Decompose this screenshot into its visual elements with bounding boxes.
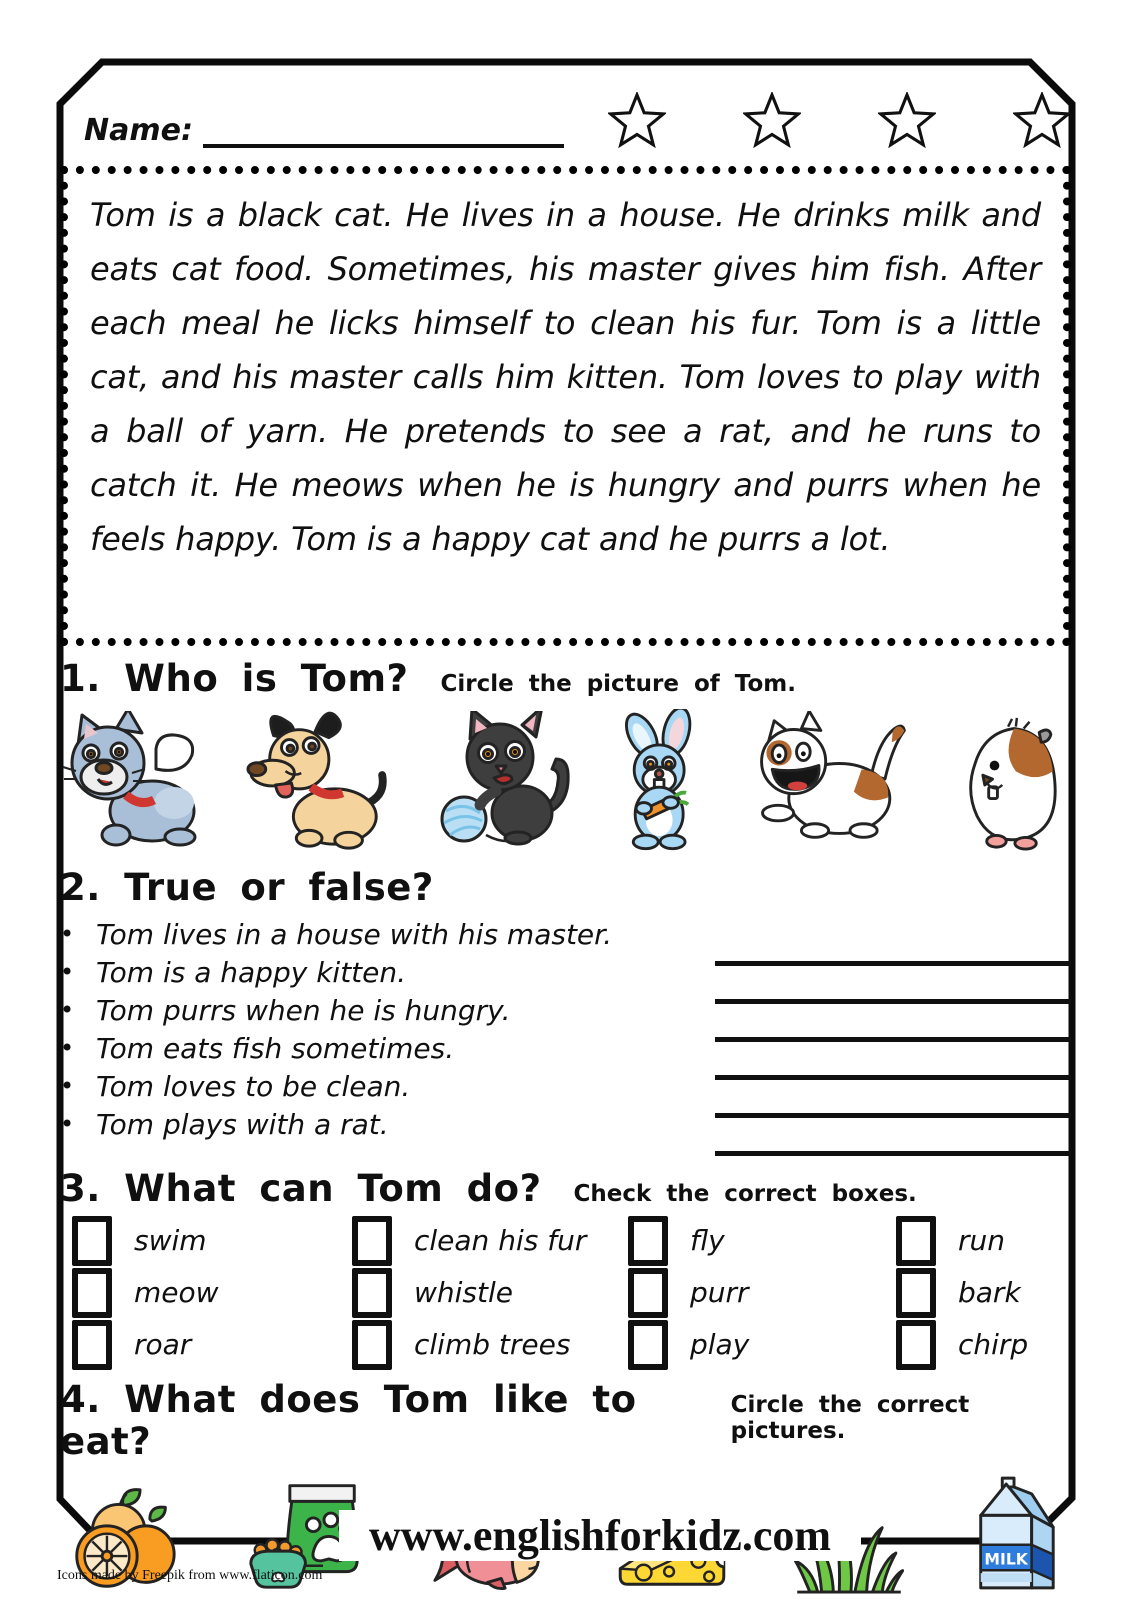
question-4-heading — [60, 1379, 1071, 1464]
checkbox-option — [352, 1271, 628, 1315]
footer-attribution: Icons made by Freepik from www.flaticon.com — [57, 1568, 323, 1583]
checkbox[interactable] — [896, 1320, 936, 1370]
reading-passage-text: Tom is a black cat. He lives in a house. He drinks milk and eats cat food. Sometimes, his master gives him fish. After each meal he licks himself to clean his fur. Tom is a little cat, and his master calls him kitten. Tom loves to play with a ball of yarn. He pretends to see a rat, and he runs to catch it. He meows when he is hungry and purrs when he feels happy. Tom is a happy cat and he purrs a lot. — [90, 196, 1041, 558]
star-icon — [608, 92, 666, 148]
dog-icon — [246, 711, 394, 851]
question-1-pictures — [60, 703, 1071, 855]
picture-option-spotted-cat[interactable] — [747, 711, 917, 855]
checkbox-label: whistle — [414, 1276, 513, 1310]
guinea-pig-icon — [953, 715, 1071, 851]
picture-option-dog[interactable] — [246, 711, 394, 855]
checkbox-option — [352, 1323, 628, 1367]
checkbox-label: run — [958, 1224, 1006, 1258]
answer-line[interactable] — [715, 1042, 1071, 1080]
white-brown-cat-icon — [747, 711, 917, 851]
bullet-icon: • — [60, 1034, 75, 1063]
question-2-title: 2. True or false? — [60, 865, 434, 909]
question-1-title: 1. Who is Tom? — [60, 657, 409, 700]
checkbox-option — [896, 1323, 1071, 1367]
statement-row — [60, 915, 690, 953]
picture-option-black-cat[interactable] — [430, 711, 580, 855]
checkbox-option — [72, 1271, 352, 1315]
statement-text: Tom eats fish sometimes. — [96, 1031, 455, 1065]
checkbox[interactable] — [72, 1268, 112, 1318]
question-1-heading — [60, 658, 1071, 701]
answer-line[interactable] — [715, 1118, 1071, 1156]
question-4-title: 4. What does Tom like to eat? — [60, 1377, 637, 1464]
checkbox-label: clean his fur — [414, 1224, 587, 1258]
star-icon — [1013, 92, 1071, 148]
question-2-body — [60, 915, 1071, 1156]
checkbox[interactable] — [352, 1268, 392, 1318]
picture-option-milk[interactable] — [967, 1470, 1063, 1600]
answer-line[interactable] — [715, 1080, 1071, 1118]
milk-carton-icon — [967, 1470, 1063, 1596]
checkbox[interactable] — [628, 1268, 668, 1318]
statement-row — [60, 953, 690, 991]
bullet-icon: • — [60, 1072, 75, 1101]
statement-row — [60, 1029, 690, 1067]
statement-text: Tom is a happy kitten. — [96, 955, 407, 989]
rabbit-with-carrot-icon — [615, 709, 711, 851]
checkbox-option — [628, 1219, 896, 1263]
checkbox[interactable] — [628, 1216, 668, 1266]
checkbox-label: chirp — [958, 1328, 1029, 1362]
question-4-instruction: Circle the correct pictures. — [730, 1391, 970, 1444]
checkbox-label: climb trees — [414, 1328, 571, 1362]
black-cat-with-yarn-icon — [430, 711, 580, 851]
reading-passage-box — [60, 166, 1071, 646]
checkbox-label: play — [690, 1328, 750, 1362]
statement-row — [60, 991, 690, 1029]
statement-text: Tom lives in a house with his master. — [96, 917, 613, 951]
statement-row — [60, 1105, 690, 1143]
answer-line[interactable] — [715, 1004, 1071, 1042]
checkbox-option — [72, 1219, 352, 1263]
question-3-instruction: Check the correct boxes. — [573, 1181, 917, 1208]
statement-row — [60, 1067, 690, 1105]
statement-text: Tom plays with a rat. — [96, 1107, 389, 1141]
bullet-icon: • — [60, 1110, 75, 1139]
rating-stars — [608, 92, 1071, 148]
checkbox-option — [896, 1219, 1071, 1263]
checkbox-label: fly — [690, 1224, 725, 1258]
header — [84, 90, 1071, 148]
name-label: Name: — [84, 113, 193, 148]
picture-option-gray-cat[interactable] — [60, 711, 210, 855]
question-1-instruction: Circle the picture of Tom. — [440, 671, 796, 697]
checkbox[interactable] — [896, 1216, 936, 1266]
checkbox[interactable] — [352, 1320, 392, 1370]
checkbox[interactable] — [352, 1216, 392, 1266]
picture-option-rabbit[interactable] — [615, 709, 711, 855]
star-icon — [878, 92, 936, 148]
answer-line[interactable] — [715, 928, 1071, 966]
picture-option-guinea-pig[interactable] — [953, 715, 1071, 855]
checkbox[interactable] — [72, 1320, 112, 1370]
statement-text: Tom loves to be clean. — [96, 1069, 411, 1103]
bullet-icon: • — [60, 958, 75, 987]
checkbox-grid — [72, 1219, 1071, 1367]
bullet-icon: • — [60, 920, 75, 949]
checkbox-option — [896, 1271, 1071, 1315]
question-3-heading — [60, 1168, 1071, 1211]
checkbox-option — [72, 1323, 352, 1367]
checkbox-label: meow — [134, 1276, 219, 1310]
checkbox[interactable] — [628, 1320, 668, 1370]
checkbox-option — [628, 1271, 896, 1315]
true-false-answer-lines — [715, 915, 1071, 1156]
answer-line[interactable] — [715, 966, 1071, 1004]
checkbox-label: purr — [690, 1276, 749, 1310]
checkbox[interactable] — [896, 1268, 936, 1318]
checkbox-label: swim — [134, 1224, 207, 1258]
checkbox-option — [628, 1323, 896, 1367]
question-3-title: 3. What can Tom do? — [60, 1167, 542, 1211]
question-2-heading — [60, 867, 1071, 910]
checkbox[interactable] — [72, 1216, 112, 1266]
checkbox-label: roar — [134, 1328, 192, 1362]
footer-website: www.englishforkidz.com — [339, 1510, 861, 1561]
checkbox-option — [352, 1219, 628, 1263]
name-input-line[interactable] — [203, 104, 564, 148]
gray-cat-icon — [60, 711, 210, 851]
true-false-statements — [60, 915, 690, 1156]
milk-label: MILK — [984, 1549, 1028, 1569]
checkbox-label: bark — [958, 1276, 1021, 1310]
statement-text: Tom purrs when he is hungry. — [96, 993, 511, 1027]
star-icon — [743, 92, 801, 148]
bullet-icon: • — [60, 996, 75, 1025]
